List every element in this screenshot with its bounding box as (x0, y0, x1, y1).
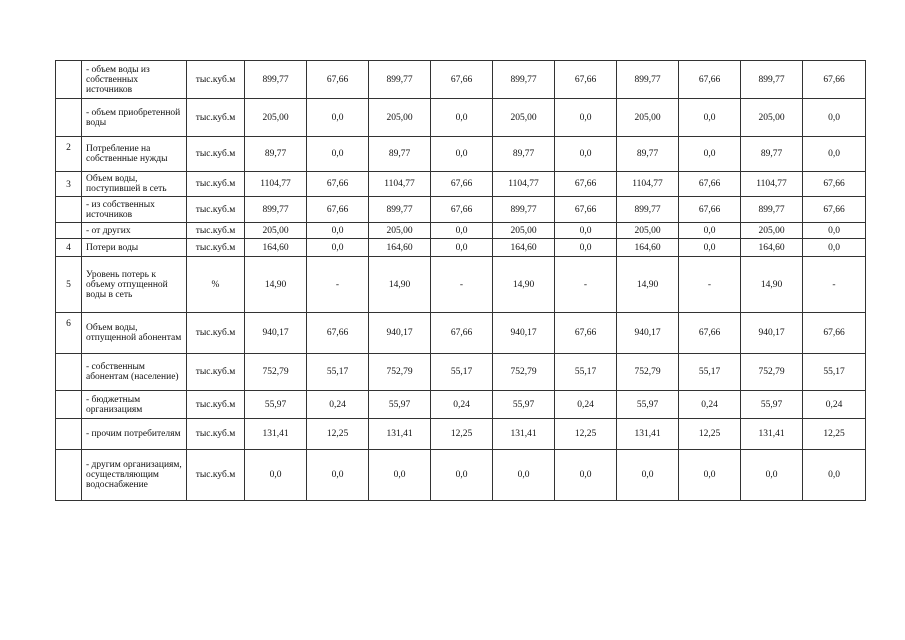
value-cell: 89,77 (245, 137, 307, 172)
value-cell: 0,0 (679, 99, 741, 137)
value-cell: 55,97 (245, 391, 307, 419)
indicator-name: - бюджетным организациям (82, 391, 187, 419)
row-number (56, 391, 82, 419)
value-cell: 0,0 (679, 450, 741, 501)
indicator-name: Объем воды, поступившей в сеть (82, 172, 187, 197)
value-cell: 67,66 (307, 313, 369, 354)
value-cell: 67,66 (803, 61, 866, 99)
value-cell: 899,77 (617, 197, 679, 223)
value-cell: 55,17 (679, 354, 741, 391)
value-cell: 0,24 (679, 391, 741, 419)
value-cell: 131,41 (741, 419, 803, 450)
value-cell: 0,0 (555, 239, 617, 257)
table-row (56, 61, 866, 99)
indicator-name: Потери воды (82, 239, 187, 257)
unit-cell: % (187, 257, 245, 313)
value-cell: 752,79 (493, 354, 555, 391)
value-cell: 67,66 (679, 61, 741, 99)
indicator-name: - другим организациям, осуществляющим водоснабжение (82, 450, 187, 501)
value-cell: 0,0 (431, 99, 493, 137)
value-cell: 131,41 (617, 419, 679, 450)
value-cell: 0,0 (555, 99, 617, 137)
value-cell: 67,66 (307, 197, 369, 223)
value-cell: 67,66 (679, 197, 741, 223)
unit-cell: тыс.куб.м (187, 223, 245, 239)
table-row (56, 419, 866, 450)
row-number: 4 (56, 239, 82, 257)
value-cell: 0,0 (431, 239, 493, 257)
unit-cell: тыс.куб.м (187, 61, 245, 99)
row-number: 3 (56, 172, 82, 197)
value-cell: 899,77 (617, 61, 679, 99)
value-cell: 0,0 (431, 137, 493, 172)
value-cell: 1104,77 (493, 172, 555, 197)
value-cell: 752,79 (369, 354, 431, 391)
value-cell: 55,17 (555, 354, 617, 391)
value-cell: - (307, 257, 369, 313)
value-cell: 55,97 (369, 391, 431, 419)
value-cell: 0,0 (803, 99, 866, 137)
unit-cell: тыс.куб.м (187, 391, 245, 419)
value-cell: 205,00 (369, 223, 431, 239)
value-cell: 899,77 (741, 197, 803, 223)
value-cell: 131,41 (493, 419, 555, 450)
value-cell: 12,25 (803, 419, 866, 450)
value-cell: 0,0 (493, 450, 555, 501)
value-cell: 164,60 (617, 239, 679, 257)
value-cell: 67,66 (555, 313, 617, 354)
value-cell: 55,97 (493, 391, 555, 419)
value-cell: 55,97 (741, 391, 803, 419)
value-cell: 67,66 (431, 197, 493, 223)
value-cell: 899,77 (493, 61, 555, 99)
value-cell: 0,0 (307, 99, 369, 137)
value-cell: 899,77 (493, 197, 555, 223)
row-number (56, 99, 82, 137)
value-cell: 899,77 (369, 197, 431, 223)
value-cell: 0,0 (307, 137, 369, 172)
row-number (56, 197, 82, 223)
value-cell: 205,00 (493, 99, 555, 137)
value-cell: 0,0 (555, 450, 617, 501)
value-cell: 14,90 (617, 257, 679, 313)
unit-cell: тыс.куб.м (187, 239, 245, 257)
value-cell: 67,66 (555, 197, 617, 223)
row-number: 5 (56, 257, 82, 313)
row-number (56, 61, 82, 99)
value-cell: 55,17 (307, 354, 369, 391)
value-cell: 1104,77 (617, 172, 679, 197)
value-cell: 67,66 (431, 313, 493, 354)
value-cell: - (679, 257, 741, 313)
table-row (56, 450, 866, 501)
table-row (56, 137, 866, 172)
indicator-name: Потребление на собственные нужды (82, 137, 187, 172)
value-cell: 0,0 (431, 450, 493, 501)
table-row (56, 257, 866, 313)
value-cell: 67,66 (803, 313, 866, 354)
table-row (56, 313, 866, 354)
value-cell: 0,0 (431, 223, 493, 239)
unit-cell: тыс.куб.м (187, 172, 245, 197)
value-cell: 67,66 (307, 172, 369, 197)
value-cell: - (803, 257, 866, 313)
value-cell: 752,79 (741, 354, 803, 391)
value-cell: 0,24 (555, 391, 617, 419)
value-cell: 67,66 (555, 172, 617, 197)
value-cell: 67,66 (679, 172, 741, 197)
value-cell: 55,17 (431, 354, 493, 391)
table-row (56, 239, 866, 257)
value-cell: 940,17 (245, 313, 307, 354)
value-cell: 205,00 (617, 223, 679, 239)
indicator-name: - от других (82, 223, 187, 239)
value-cell: 0,24 (307, 391, 369, 419)
indicator-name: - объем приобретенной воды (82, 99, 187, 137)
value-cell: 55,97 (617, 391, 679, 419)
value-cell: 899,77 (741, 61, 803, 99)
value-cell: 14,90 (245, 257, 307, 313)
value-cell: 0,0 (803, 137, 866, 172)
value-cell: 67,66 (803, 172, 866, 197)
row-number (56, 223, 82, 239)
value-cell: 940,17 (741, 313, 803, 354)
unit-cell: тыс.куб.м (187, 354, 245, 391)
table-row (56, 99, 866, 137)
value-cell: 0,0 (617, 450, 679, 501)
value-cell: 899,77 (369, 61, 431, 99)
table-row (56, 354, 866, 391)
value-cell: 205,00 (245, 223, 307, 239)
unit-cell: тыс.куб.м (187, 137, 245, 172)
table-body (56, 61, 866, 501)
value-cell: 940,17 (617, 313, 679, 354)
row-number (56, 419, 82, 450)
value-cell: 12,25 (307, 419, 369, 450)
value-cell: 1104,77 (741, 172, 803, 197)
value-cell: 0,24 (431, 391, 493, 419)
value-cell: 899,77 (245, 61, 307, 99)
indicator-name: - из собственных источников (82, 197, 187, 223)
value-cell: 164,60 (245, 239, 307, 257)
unit-cell: тыс.куб.м (187, 419, 245, 450)
value-cell: 89,77 (369, 137, 431, 172)
value-cell: 752,79 (245, 354, 307, 391)
value-cell: 14,90 (369, 257, 431, 313)
value-cell: 12,25 (679, 419, 741, 450)
value-cell: 55,17 (803, 354, 866, 391)
value-cell: 1104,77 (369, 172, 431, 197)
indicator-name: - прочим потребителям (82, 419, 187, 450)
value-cell: 67,66 (555, 61, 617, 99)
value-cell: 12,25 (431, 419, 493, 450)
indicator-name: - собственным абонентам (население) (82, 354, 187, 391)
value-cell: 131,41 (369, 419, 431, 450)
value-cell: 205,00 (617, 99, 679, 137)
unit-cell: тыс.куб.м (187, 99, 245, 137)
value-cell: 67,66 (679, 313, 741, 354)
value-cell: 0,0 (307, 450, 369, 501)
row-number (56, 354, 82, 391)
value-cell: 67,66 (431, 61, 493, 99)
value-cell: 940,17 (369, 313, 431, 354)
value-cell: 0,0 (741, 450, 803, 501)
value-cell: - (555, 257, 617, 313)
value-cell: 940,17 (493, 313, 555, 354)
value-cell: 14,90 (493, 257, 555, 313)
value-cell: 0,0 (307, 223, 369, 239)
value-cell: 205,00 (369, 99, 431, 137)
value-cell: 0,0 (679, 239, 741, 257)
table-row (56, 197, 866, 223)
value-cell: 0,0 (803, 450, 866, 501)
value-cell: 164,60 (369, 239, 431, 257)
value-cell: 899,77 (245, 197, 307, 223)
indicator-name: - объем воды из собственных источников (82, 61, 187, 99)
unit-cell: тыс.куб.м (187, 450, 245, 501)
value-cell: - (431, 257, 493, 313)
value-cell: 89,77 (741, 137, 803, 172)
value-cell: 0,0 (369, 450, 431, 501)
value-cell: 164,60 (741, 239, 803, 257)
value-cell: 0,0 (679, 223, 741, 239)
value-cell: 67,66 (803, 197, 866, 223)
value-cell: 164,60 (493, 239, 555, 257)
row-number (56, 450, 82, 501)
row-number: 6 (56, 313, 82, 354)
value-cell: 0,0 (555, 137, 617, 172)
row-number: 2 (56, 137, 82, 172)
unit-cell: тыс.куб.м (187, 313, 245, 354)
value-cell: 205,00 (741, 223, 803, 239)
value-cell: 205,00 (493, 223, 555, 239)
value-cell: 0,0 (245, 450, 307, 501)
value-cell: 14,90 (741, 257, 803, 313)
water-balance-table (55, 60, 866, 501)
table-row (56, 391, 866, 419)
value-cell: 0,24 (803, 391, 866, 419)
value-cell: 67,66 (431, 172, 493, 197)
value-cell: 205,00 (245, 99, 307, 137)
indicator-name: Объем воды, отпущенной абонентам (82, 313, 187, 354)
value-cell: 0,0 (307, 239, 369, 257)
unit-cell: тыс.куб.м (187, 197, 245, 223)
table-row (56, 223, 866, 239)
value-cell: 1104,77 (245, 172, 307, 197)
table-row (56, 172, 866, 197)
value-cell: 0,0 (803, 239, 866, 257)
indicator-name: Уровень потерь к объему отпущенной воды в сеть (82, 257, 187, 313)
value-cell: 89,77 (617, 137, 679, 172)
value-cell: 0,0 (555, 223, 617, 239)
value-cell: 205,00 (741, 99, 803, 137)
value-cell: 89,77 (493, 137, 555, 172)
value-cell: 752,79 (617, 354, 679, 391)
value-cell: 131,41 (245, 419, 307, 450)
value-cell: 67,66 (307, 61, 369, 99)
value-cell: 0,0 (803, 223, 866, 239)
value-cell: 0,0 (679, 137, 741, 172)
value-cell: 12,25 (555, 419, 617, 450)
